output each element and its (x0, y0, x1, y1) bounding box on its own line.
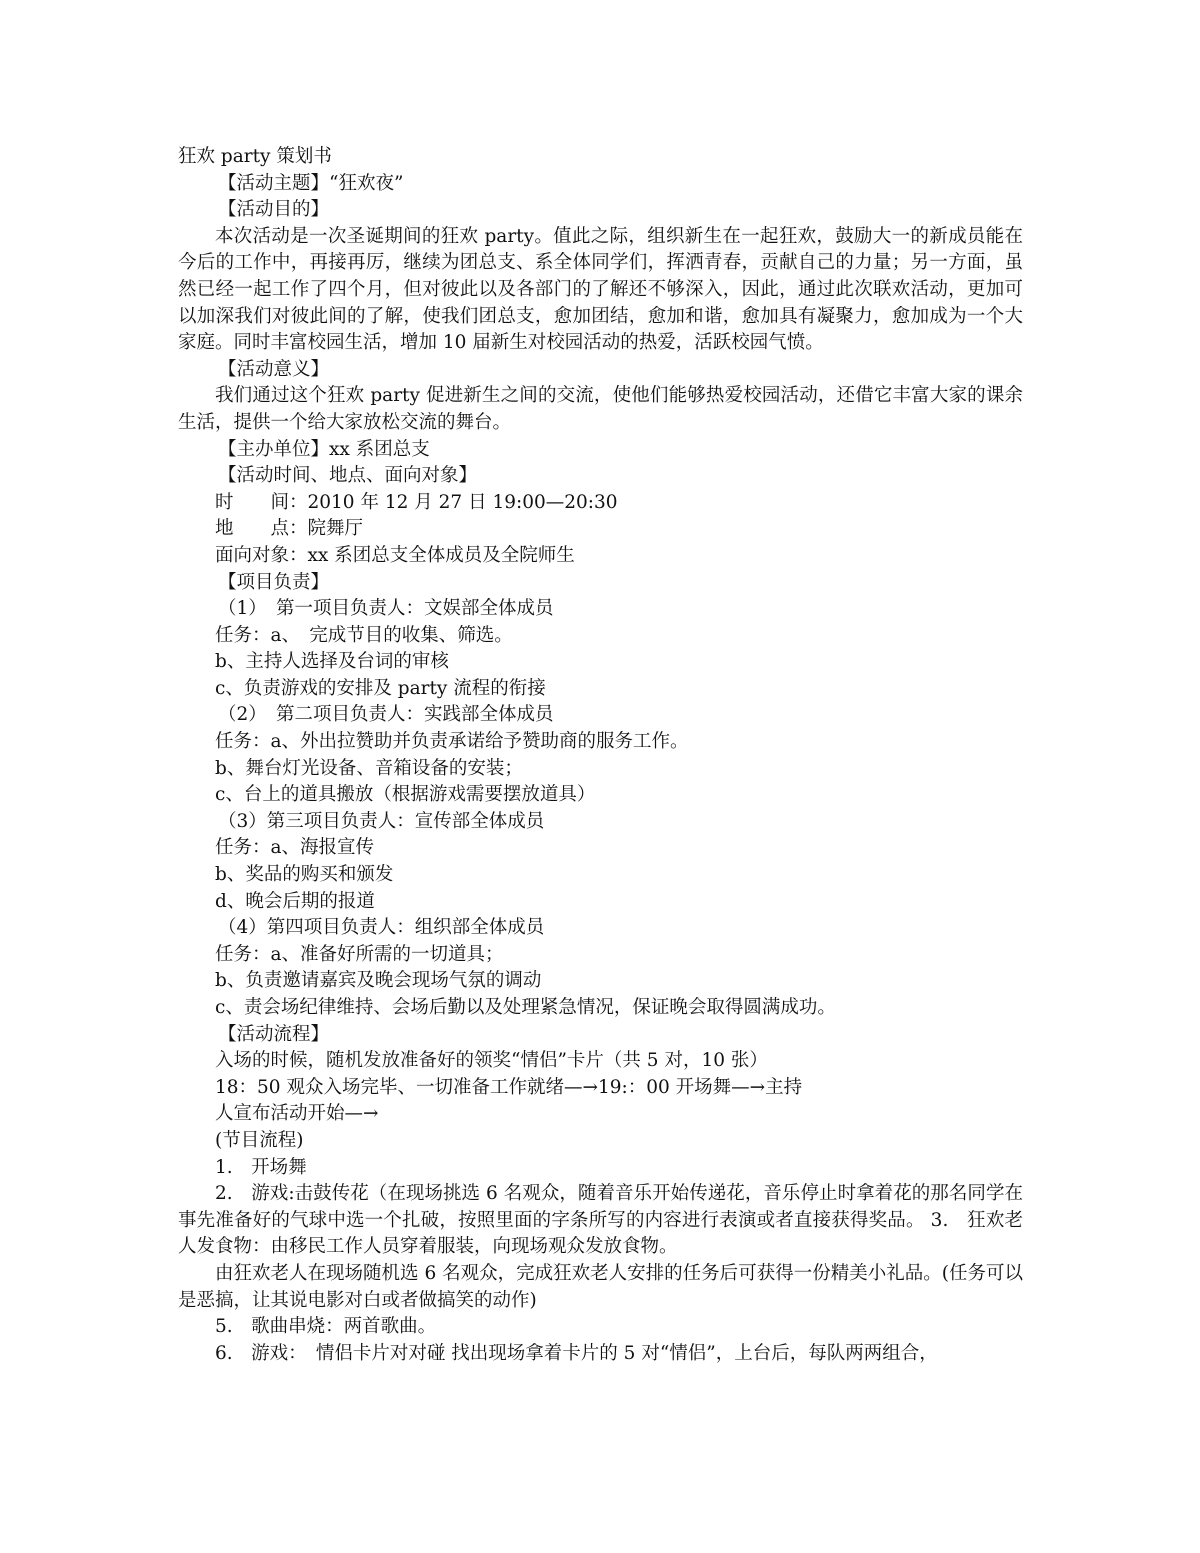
list-item-1: 1. 开场舞 (215, 1156, 307, 1178)
paragraph-purpose: 本次活动是一次圣诞期间的狂欢 party。值此之际，组织新生在一起狂欢，鼓励大一的新成员能在今后的工作中，再接再厉，继续为团总支、系全体同学们，挥洒青春，贡献自己的力量；另一方面，虽然已经一起工作了四个月，但对彼此以及各部门的了解还不够深入，因此，通过此次联欢活动，更加可以加深我们对彼此间的了解，使我们团总支，愈加团结，愈加和谐，愈加具有凝聚力，愈加成为一个大家庭。同时丰富校园生活，增加 10 届新生对校园活动的热爱，活跃校园气愤。 (178, 225, 1023, 354)
line-schedule-cont: 人宣布活动开始—→ (215, 1103, 379, 1125)
section-heading-time-place: 【活动时间、地点、面向对象】 (218, 465, 478, 487)
line-task-4c: c、责会场纪律维持、会场后勤以及处理紧急情况，保证晚会取得圆满成功。 (215, 997, 836, 1018)
section-heading-theme: 【活动主题】“狂欢夜” (218, 172, 404, 194)
paragraph-item-2-3: 2. 游戏:击鼓传花（在现场挑选 6 名观众，随着音乐开始传递花，音乐停止时拿着花的那名同学在事先准备好的气球中选一个扎破，按照里面的字条所写的内容进行表演或者直接获得奖品。 3. 狂欢老人发食物：由移民工作人员穿着服装，向现场观众发放食物。 (178, 1183, 1023, 1258)
line-task-4b: b、负责邀请嘉宾及晚会现场气氛的调动 (215, 970, 542, 992)
section-heading-purpose: 【活动目的】 (218, 199, 330, 221)
line-task-4a: 任务：a、准备好所需的一切道具； (215, 943, 504, 965)
section-heading-responsibility: 【项目负责】 (218, 571, 330, 593)
line-task-3a: 任务：a、海报宣传 (215, 837, 375, 859)
list-item-6: 6. 游戏： 情侣卡片对对碰 找出现场拿着卡片的 5 对“情侣”，上台后，每队两两组合， (215, 1342, 938, 1364)
line-task-2a: 任务：a、外出拉赞助并负责承诺给予赞助商的服务工作。 (215, 731, 689, 753)
line-place: 地 点：院舞厅 (215, 518, 364, 540)
line-task-1b: b、主持人选择及台词的审核 (215, 651, 449, 673)
line-project-1: （1） 第一项目负责人：文娱部全体成员 (218, 598, 554, 620)
line-task-2c: c、台上的道具搬放（根据游戏需要摆放道具） (215, 784, 596, 806)
line-audience: 面向对象：xx 系团总支全体成员及全院师生 (215, 544, 575, 566)
paragraph-significance: 我们通过这个狂欢 party 促进新生之间的交流，使他们能够热爱校园活动，还借它丰富大家的课余生活，提供一个给大家放松交流的舞台。 (178, 385, 1023, 433)
document-title: 狂欢 party 策划书 (178, 146, 332, 167)
paragraph-item-4: 由狂欢老人在现场随机选 6 名观众，完成狂欢老人安排的任务后可获得一份精美小礼品。(任务可以是恶搞，让其说电影对白或者做搞笑的动作) (178, 1262, 1023, 1311)
line-task-3b: b、奖品的购买和颁发 (215, 864, 394, 886)
line-entry: 入场的时候，随机发放准备好的领奖“情侣”卡片（共 5 对，10 张） (215, 1050, 768, 1072)
line-task-2b: b、舞台灯光设备、音箱设备的安装； (215, 757, 523, 779)
line-project-2: （2） 第二项目负责人：实践部全体成员 (218, 704, 554, 726)
section-heading-process: 【活动流程】 (218, 1023, 330, 1045)
section-heading-organizer: 【主办单位】xx 系团总支 (218, 438, 430, 460)
line-task-3d: d、晚会后期的报道 (215, 890, 375, 912)
section-heading-significance: 【活动意义】 (218, 358, 330, 380)
list-item-5: 5. 歌曲串烧：两首歌曲。 (215, 1316, 437, 1338)
line-schedule: 18：50 观众入场完毕、一切准备工作就绪—→19:：00 开场舞—→主持 (215, 1076, 803, 1098)
line-project-3: （3）第三项目负责人：宣传部全体成员 (218, 810, 545, 832)
line-program-flow: (节目流程) (215, 1129, 304, 1151)
line-time: 时 间：2010 年 12 月 27 日 19:00—20:30 (215, 491, 618, 513)
line-task-1c: c、负责游戏的安排及 party 流程的衔接 (215, 677, 546, 699)
line-project-4: （4）第四项目负责人：组织部全体成员 (218, 917, 545, 939)
document-body (178, 144, 1023, 1367)
line-task-1a: 任务：a、 完成节目的收集、筛选。 (215, 624, 513, 646)
